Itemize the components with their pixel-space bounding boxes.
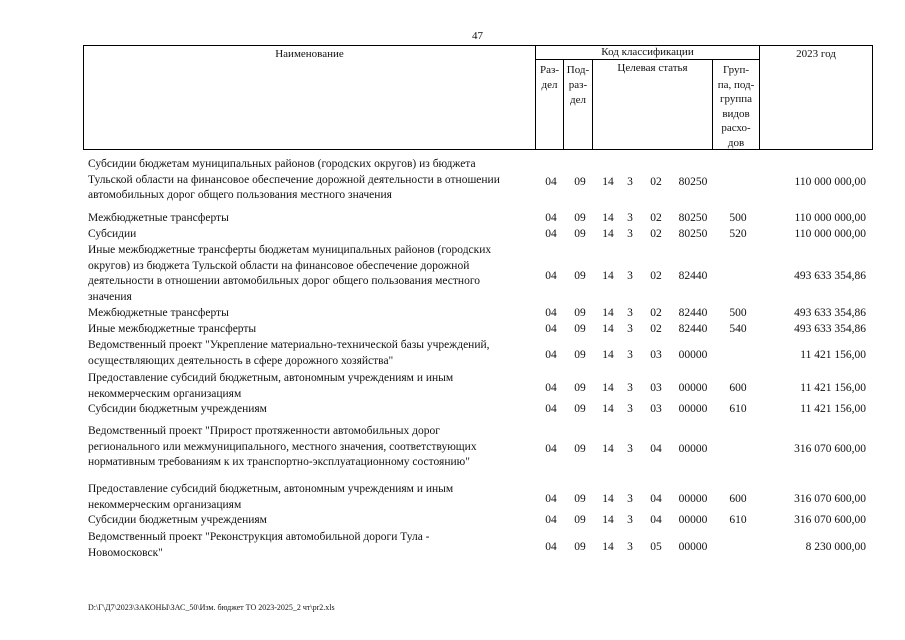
header-group-line: па, под- (717, 78, 755, 91)
row-code-rz: 04 (545, 175, 557, 188)
header-podrazdel-line: раз- (568, 79, 588, 91)
row-name-line: Иные межбюджетные трансферты бюджетам муниципальных районов (городских (88, 244, 492, 256)
row-code-t1: 14 (602, 228, 614, 241)
row-code-t4: 00000 (678, 349, 708, 361)
row-name-line: Ведомственный проект "Реконструкция автомобильной дороги Тула - (88, 531, 430, 543)
row-code-prz: 09 (574, 212, 586, 225)
row-name-line: осуществляющих деятельность в сфере дорожного хозяйства" (88, 354, 394, 367)
row-code-rz: 04 (545, 403, 557, 416)
row-name-line: регионального или межмуниципального, местного значения, соответствующих (88, 440, 477, 453)
row-name-line: Ведомственный проект "Укрепление материально-технической базы учреждений, (88, 339, 490, 351)
row-amount: 493 633 354,86 (794, 307, 866, 320)
row-code-rz: 04 (545, 382, 557, 394)
page-number: 47 (472, 30, 483, 42)
row-code-grp: 610 (729, 514, 747, 527)
row-code-t1: 14 (602, 212, 614, 225)
row-code-grp: 520 (729, 228, 747, 241)
row-code-t2: 3 (627, 349, 633, 361)
row-name (88, 227, 533, 243)
row-code-t3: 04 (650, 442, 662, 455)
row-code-t4: 00000 (678, 541, 708, 553)
row-code-t1: 14 (602, 269, 614, 282)
header-group-line: Груп- (722, 64, 750, 76)
header-group-line: группа (719, 93, 753, 105)
header-podrazdel-line: дел (570, 94, 586, 106)
row-amount: 8 230 000,00 (805, 541, 866, 553)
row-code-t3: 05 (650, 541, 662, 553)
row-code-t2: 3 (627, 541, 633, 553)
row-name-line: округов) из бюджета Тульской области на финансовое обеспечение дорожной (88, 259, 470, 272)
row-code-t1: 14 (602, 382, 614, 394)
row-code-t1: 14 (602, 442, 614, 455)
row-amount: 316 070 600,00 (794, 493, 866, 505)
row-name-line: Тульской области на финансовое обеспечение дорожной деятельности в отношении (88, 173, 500, 186)
row-name-line: деятельности в отношении автомобильных дорог общего пользования местного (88, 275, 481, 287)
row-code-t4: 00000 (678, 382, 708, 394)
row-name-line: значения (88, 290, 132, 303)
row-code-prz: 09 (574, 382, 586, 394)
row-code-t4: 00000 (678, 442, 708, 455)
row-amount: 110 000 000,00 (794, 228, 866, 241)
row-name-line: Новомосковск" (88, 546, 163, 559)
row-code-t3: 02 (650, 269, 662, 282)
row-code-rz: 04 (545, 269, 557, 282)
row-code-t1: 14 (602, 349, 614, 361)
row-name (88, 482, 533, 513)
row-code-rz: 04 (545, 349, 557, 361)
row-name (88, 322, 533, 338)
row-code-t1: 14 (602, 493, 614, 505)
row-code-t4: 00000 (678, 493, 708, 505)
row-code-t2: 3 (627, 307, 633, 320)
row-name-line: некоммерческим организациям (88, 387, 242, 400)
row-code-t1: 14 (602, 175, 614, 188)
header-podrazdel (563, 59, 593, 150)
row-name (88, 157, 533, 204)
row-code-rz: 04 (545, 307, 557, 320)
row-name (88, 371, 533, 402)
row-code-t2: 3 (627, 514, 633, 527)
row-code-grp: 500 (729, 212, 747, 225)
row-amount: 110 000 000,00 (794, 212, 866, 225)
row-name-line: Предоставление субсидий бюджетным, автономным учреждениям и иным (88, 372, 454, 384)
row-code-prz: 09 (574, 175, 586, 188)
row-code-t3: 02 (650, 307, 662, 320)
row-code-prz: 09 (574, 403, 586, 416)
row-code-t1: 14 (602, 323, 614, 336)
row-code-t3: 03 (650, 349, 662, 361)
row-code-t1: 14 (602, 514, 614, 527)
row-code-prz: 09 (574, 228, 586, 241)
header-razdel-line: Раз- (539, 64, 559, 76)
row-code-t4: 80250 (678, 228, 708, 241)
row-name-line: Субсидии бюджетным учреждениям (88, 403, 267, 415)
header-name: Наименование (83, 45, 536, 150)
row-code-prz: 09 (574, 541, 586, 553)
row-code-t2: 3 (627, 493, 633, 505)
row-amount: 11 421 156,00 (800, 349, 866, 361)
row-code-rz: 04 (545, 541, 557, 553)
row-code-grp: 600 (729, 382, 747, 394)
row-code-t2: 3 (627, 212, 633, 225)
row-name (88, 211, 533, 227)
row-name-line: Иные межбюджетные трансферты (88, 323, 257, 335)
row-code-t3: 02 (650, 212, 662, 225)
row-code-t4: 82440 (678, 269, 708, 282)
row-code-rz: 04 (545, 228, 557, 241)
row-code-prz: 09 (574, 442, 586, 455)
row-amount: 110 000 000,00 (794, 175, 866, 188)
row-amount: 493 633 354,86 (794, 323, 866, 336)
row-name (88, 402, 533, 418)
row-amount: 11 421 156,00 (800, 382, 866, 394)
row-code-rz: 04 (545, 323, 557, 336)
row-code-t1: 14 (602, 307, 614, 320)
row-code-t2: 3 (627, 442, 633, 455)
row-code-prz: 09 (574, 323, 586, 336)
row-amount: 11 421 156,00 (800, 403, 866, 416)
row-name-line: некоммерческим организациям (88, 498, 242, 511)
row-code-prz: 09 (574, 493, 586, 505)
row-code-t3: 02 (650, 323, 662, 336)
row-code-t3: 03 (650, 382, 662, 394)
row-name (88, 530, 533, 561)
header-target: Целевая статья (592, 59, 713, 150)
row-code-prz: 09 (574, 514, 586, 527)
row-name-line: Субсидии бюджетным учреждениям (88, 514, 267, 526)
row-code-t2: 3 (627, 175, 633, 188)
row-name (88, 338, 533, 369)
table-header (83, 45, 873, 150)
row-name (88, 306, 533, 322)
row-code-t3: 02 (650, 175, 662, 188)
row-code-t2: 3 (627, 269, 633, 282)
row-code-rz: 04 (545, 442, 557, 455)
row-code-grp: 600 (729, 493, 747, 505)
header-razdel-line: дел (541, 79, 558, 91)
row-code-rz: 04 (545, 514, 557, 527)
row-amount: 493 633 354,86 (794, 269, 866, 282)
row-code-prz: 09 (574, 269, 586, 282)
row-amount: 316 070 600,00 (794, 442, 866, 455)
file-path-footer: D:\Г\Д7\2023\ЗАКОНЫ\ЗАС_50\Изм. бюджет ТО 2023-2025_2 чт\pr2.xls (88, 603, 335, 612)
row-name-line: нормативным требованиям к их транспортно-эксплуатационному состоянию" (88, 456, 470, 468)
row-code-grp: 500 (729, 307, 747, 320)
row-code-t2: 3 (627, 403, 633, 416)
header-group-line: видов (722, 107, 750, 120)
header-group-line: расхо- (721, 122, 751, 134)
row-name (88, 513, 533, 529)
row-code-t2: 3 (627, 228, 633, 241)
row-code-t4: 00000 (678, 514, 708, 527)
row-code-t4: 82440 (678, 323, 708, 336)
row-name-line: Межбюджетные трансферты (88, 307, 229, 319)
row-amount: 316 070 600,00 (794, 514, 866, 527)
row-code-t4: 00000 (678, 403, 708, 416)
row-code-grp: 610 (729, 403, 747, 416)
row-name-line: Субсидии бюджетам муниципальных районов (городских округов) из бюджета (88, 158, 476, 170)
row-code-t4: 82440 (678, 307, 708, 320)
row-name-line: Предоставление субсидий бюджетным, автономным учреждениям и иным (88, 483, 454, 495)
header-year: 2023 год (759, 45, 873, 150)
row-name (88, 243, 533, 305)
row-name (88, 424, 533, 471)
row-code-t3: 04 (650, 514, 662, 527)
header-classification: Код классификации (535, 45, 760, 60)
row-name-line: автомобильных дорог общего пользования местного значения (88, 189, 392, 201)
row-code-t1: 14 (602, 541, 614, 553)
header-group (712, 59, 760, 150)
row-code-t2: 3 (627, 382, 633, 394)
header-group-line: дов (727, 136, 745, 149)
header-razdel (535, 59, 564, 150)
row-code-t3: 03 (650, 403, 662, 416)
row-code-rz: 04 (545, 212, 557, 225)
row-code-t3: 02 (650, 228, 662, 241)
row-name-line: Ведомственный проект "Прирост протяженности автомобильных дорог (88, 425, 440, 437)
row-code-prz: 09 (574, 307, 586, 320)
row-code-t1: 14 (602, 403, 614, 416)
row-name-line: Межбюджетные трансферты (88, 212, 229, 224)
header-podrazdel-line: Под- (566, 64, 590, 76)
row-code-t4: 80250 (678, 175, 708, 188)
row-code-t3: 04 (650, 493, 662, 505)
row-code-t2: 3 (627, 323, 633, 336)
row-code-t4: 80250 (678, 212, 708, 225)
row-code-prz: 09 (574, 349, 586, 361)
row-code-grp: 540 (729, 323, 747, 336)
row-name-line: Субсидии (88, 228, 137, 240)
row-code-rz: 04 (545, 493, 557, 505)
